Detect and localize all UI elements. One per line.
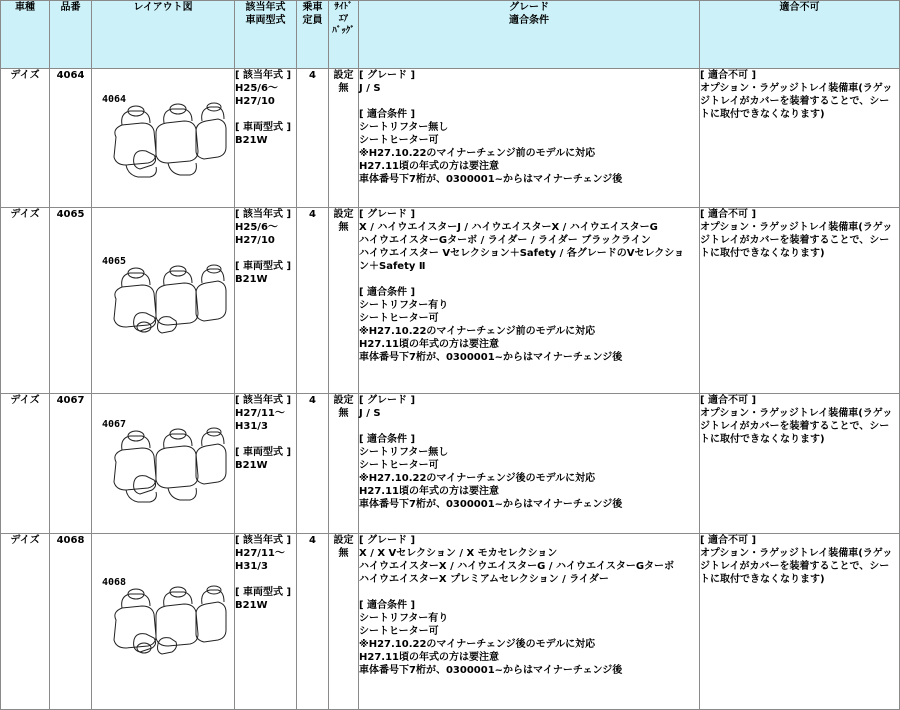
seat-layout-illustration — [98, 261, 233, 351]
incompatible-line: オプション・ラゲッジトレイ装備車(ラゲッ — [700, 83, 893, 94]
grade-line: 車体番号下7桁が、0300001~からはマイナーチェンジ後 — [359, 499, 623, 510]
seating-cell: 4 — [297, 534, 329, 710]
table-row — [1, 69, 900, 208]
year-model-line: B21W — [235, 460, 268, 471]
part-number-cell: 4064 — [50, 69, 92, 208]
incompatible-line: オプション・ラゲッジトレイ装備車(ラゲッ — [700, 408, 893, 419]
grade-line: 車体番号下7桁が、0300001~からはマイナーチェンジ後 — [359, 174, 623, 185]
grade-line: [ 適合条件 ] — [359, 287, 416, 298]
grade-line: ハイウエイスターX プレミアムセレクション / ライダー — [359, 574, 609, 585]
grade-line: シートリフター有り — [359, 300, 449, 311]
car-name-cell: デイズ — [1, 208, 50, 394]
grade-line: [ グレード ] — [359, 395, 416, 406]
year-model-line: H27/11～ — [235, 548, 285, 559]
incompatible-line: ジトレイがカバーを装着することで、シー — [700, 96, 890, 107]
header-grade — [359, 1, 700, 69]
seating-cell: 4 — [297, 208, 329, 394]
seat-layout-illustration — [98, 424, 233, 514]
grade-cell — [359, 208, 700, 394]
header-grade-line2: 適合条件 — [509, 15, 549, 26]
header-seating-line2: 定員 — [302, 15, 323, 26]
year-model-line: [ 該当年式 ] — [235, 535, 292, 546]
incompatible-line: トに取付できなくなります) — [700, 574, 825, 585]
car-name-cell: デイズ — [1, 534, 50, 710]
incompatible-line: [ 適合不可 ] — [700, 395, 757, 406]
car-name-cell: デイズ — [1, 69, 50, 208]
year-model-line: B21W — [235, 274, 268, 285]
grade-line: J / S — [359, 83, 381, 94]
grade-line: [ グレード ] — [359, 209, 416, 220]
year-model-line: [ 車両型式 ] — [235, 261, 292, 272]
grade-line: ハイウエイスターX / ハイウエイスターG / ハイウエイスターGターボ — [359, 561, 675, 572]
header-airbag — [329, 1, 359, 69]
layout-cell — [92, 534, 235, 710]
year-model-cell — [235, 208, 297, 394]
grade-line: [ 適合条件 ] — [359, 600, 416, 611]
seat-layout-illustration — [98, 99, 233, 189]
incompatible-cell — [700, 208, 900, 394]
header-grade-line1: グレード — [509, 2, 549, 13]
seating-cell: 4 — [297, 69, 329, 208]
table-row — [1, 394, 900, 534]
grade-line: J / S — [359, 408, 381, 419]
incompatible-line: ジトレイがカバーを装着することで、シー — [700, 235, 890, 246]
year-model-line: [ 車両型式 ] — [235, 447, 292, 458]
year-model-line: B21W — [235, 600, 268, 611]
header-year-line: 該当年式 — [245, 2, 286, 13]
year-model-line: H25/6～ — [235, 83, 278, 94]
grade-cell — [359, 394, 700, 534]
grade-cell — [359, 534, 700, 710]
layout-cell — [92, 208, 235, 394]
year-model-line-gap — [235, 573, 296, 586]
grade-line: H27.11頃の年式の方は要注意 — [359, 339, 499, 350]
grade-line: シートリフター無し — [359, 122, 449, 133]
layout-cell — [92, 69, 235, 208]
layout-cell — [92, 394, 235, 534]
year-model-line-gap — [235, 247, 296, 260]
grade-line-gap — [359, 586, 699, 599]
grade-line: H27.11頃の年式の方は要注意 — [359, 652, 499, 663]
grade-line: シートリフター無し — [359, 447, 449, 458]
incompatible-line: [ 適合不可 ] — [700, 535, 757, 546]
year-model-line: [ 車両型式 ] — [235, 587, 292, 598]
grade-line: シートヒーター可 — [359, 135, 439, 146]
layout-label: 4068 — [102, 577, 127, 588]
header-incompatible: 適合不可 — [700, 1, 900, 69]
airbag-cell: 設定無 — [329, 208, 359, 394]
grade-line: X / X Vセレクション / X モカセレクション — [359, 548, 558, 559]
incompatible-line: オプション・ラゲッジトレイ装備車(ラゲッ — [700, 222, 893, 233]
airbag-cell: 設定無 — [329, 69, 359, 208]
year-model-line: B21W — [235, 135, 268, 146]
year-model-cell — [235, 534, 297, 710]
year-model-line: [ 該当年式 ] — [235, 209, 292, 220]
year-model-line: H27/10 — [235, 235, 275, 246]
header-seating-line1: 乗車 — [302, 2, 323, 13]
incompatible-line: ジトレイがカバーを装着することで、シー — [700, 561, 890, 572]
header-year-model — [235, 1, 297, 69]
grade-line: ハイウエイスターGターボ / ライダー / ライダー ブラックライン — [359, 235, 651, 246]
table-row — [1, 534, 900, 710]
grade-cell — [359, 69, 700, 208]
header-model-line: 車両型式 — [245, 15, 286, 26]
grade-line: [ 適合条件 ] — [359, 434, 416, 445]
header-car: 車種 — [1, 1, 50, 69]
grade-line: ン＋Safety Ⅱ — [359, 261, 426, 272]
year-model-line: [ 該当年式 ] — [235, 70, 292, 81]
grade-line: [ グレード ] — [359, 70, 416, 81]
grade-line: ハイウエイスター Vセレクション＋Safety / 各グレードのVセレクショ — [359, 248, 685, 259]
incompatible-cell — [700, 534, 900, 710]
incompatible-line: トに取付できなくなります) — [700, 109, 825, 120]
grade-line: 車体番号下7桁が、0300001~からはマイナーチェンジ後 — [359, 352, 623, 363]
grade-line: X / ハイウエイスターJ / ハイウエイスターX / ハイウエイスターG — [359, 222, 658, 233]
grade-line: 車体番号下7桁が、0300001~からはマイナーチェンジ後 — [359, 665, 623, 676]
grade-line-gap — [359, 420, 699, 433]
year-model-line: H25/6～ — [235, 222, 278, 233]
year-model-line: H27/10 — [235, 96, 275, 107]
year-model-line: H27/11～ — [235, 408, 285, 419]
grade-line: ※H27.10.22のマイナーチェンジ後のモデルに対応 — [359, 639, 596, 650]
year-model-line: H31/3 — [235, 561, 268, 572]
incompatible-line: トに取付できなくなります) — [700, 248, 825, 259]
year-model-line: H31/3 — [235, 421, 268, 432]
incompatible-line: ジトレイがカバーを装着することで、シー — [700, 421, 890, 432]
grade-line: シートヒーター可 — [359, 626, 439, 637]
incompatible-line: オプション・ラゲッジトレイ装備車(ラゲッ — [700, 548, 893, 559]
grade-line-gap — [359, 95, 699, 108]
grade-line: ※H27.10.22のマイナーチェンジ前のモデルに対応 — [359, 148, 596, 159]
year-model-cell — [235, 69, 297, 208]
car-name-cell: デイズ — [1, 394, 50, 534]
seating-cell: 4 — [297, 394, 329, 534]
year-model-line-gap — [235, 433, 296, 446]
year-model-line: [ 該当年式 ] — [235, 395, 292, 406]
table-row — [1, 208, 900, 394]
year-model-line-gap — [235, 108, 296, 121]
grade-line: H27.11頃の年式の方は要注意 — [359, 486, 499, 497]
grade-line: H27.11頃の年式の方は要注意 — [359, 161, 499, 172]
header-part-no: 品番 — [50, 1, 92, 69]
layout-label: 4064 — [102, 93, 127, 105]
grade-line: ※H27.10.22のマイナーチェンジ後のモデルに対応 — [359, 473, 596, 484]
grade-line: [ 適合条件 ] — [359, 109, 416, 120]
header-row — [1, 1, 900, 69]
header-airbag-line3: ﾊﾞｯｸﾞ — [332, 26, 355, 36]
header-layout: レイアウト図 — [92, 1, 235, 69]
layout-label: 4065 — [102, 256, 127, 267]
year-model-cell — [235, 394, 297, 534]
incompatible-line: [ 適合不可 ] — [700, 209, 757, 220]
grade-line: シートヒーター可 — [359, 460, 439, 471]
layout-label: 4067 — [102, 419, 127, 430]
part-number-cell: 4067 — [50, 394, 92, 534]
header-seating — [297, 1, 329, 69]
seat-layout-illustration — [98, 582, 233, 672]
grade-line-gap — [359, 273, 699, 286]
header-airbag-line2: ｴｱ — [338, 14, 348, 24]
part-number-cell: 4065 — [50, 208, 92, 394]
grade-line: シートリフター有り — [359, 613, 449, 624]
incompatible-cell — [700, 69, 900, 208]
incompatible-line: [ 適合不可 ] — [700, 70, 757, 81]
grade-line: [ グレード ] — [359, 535, 416, 546]
header-airbag-line1: ｻｲﾄﾞ — [334, 2, 353, 12]
grade-line: ※H27.10.22のマイナーチェンジ前のモデルに対応 — [359, 326, 596, 337]
incompatible-line: トに取付できなくなります) — [700, 434, 825, 445]
airbag-cell: 設定無 — [329, 534, 359, 710]
grade-line: シートヒーター可 — [359, 313, 439, 324]
incompatible-cell — [700, 394, 900, 534]
year-model-line: [ 車両型式 ] — [235, 122, 292, 133]
airbag-cell: 設定無 — [329, 394, 359, 534]
part-number-cell: 4068 — [50, 534, 92, 710]
